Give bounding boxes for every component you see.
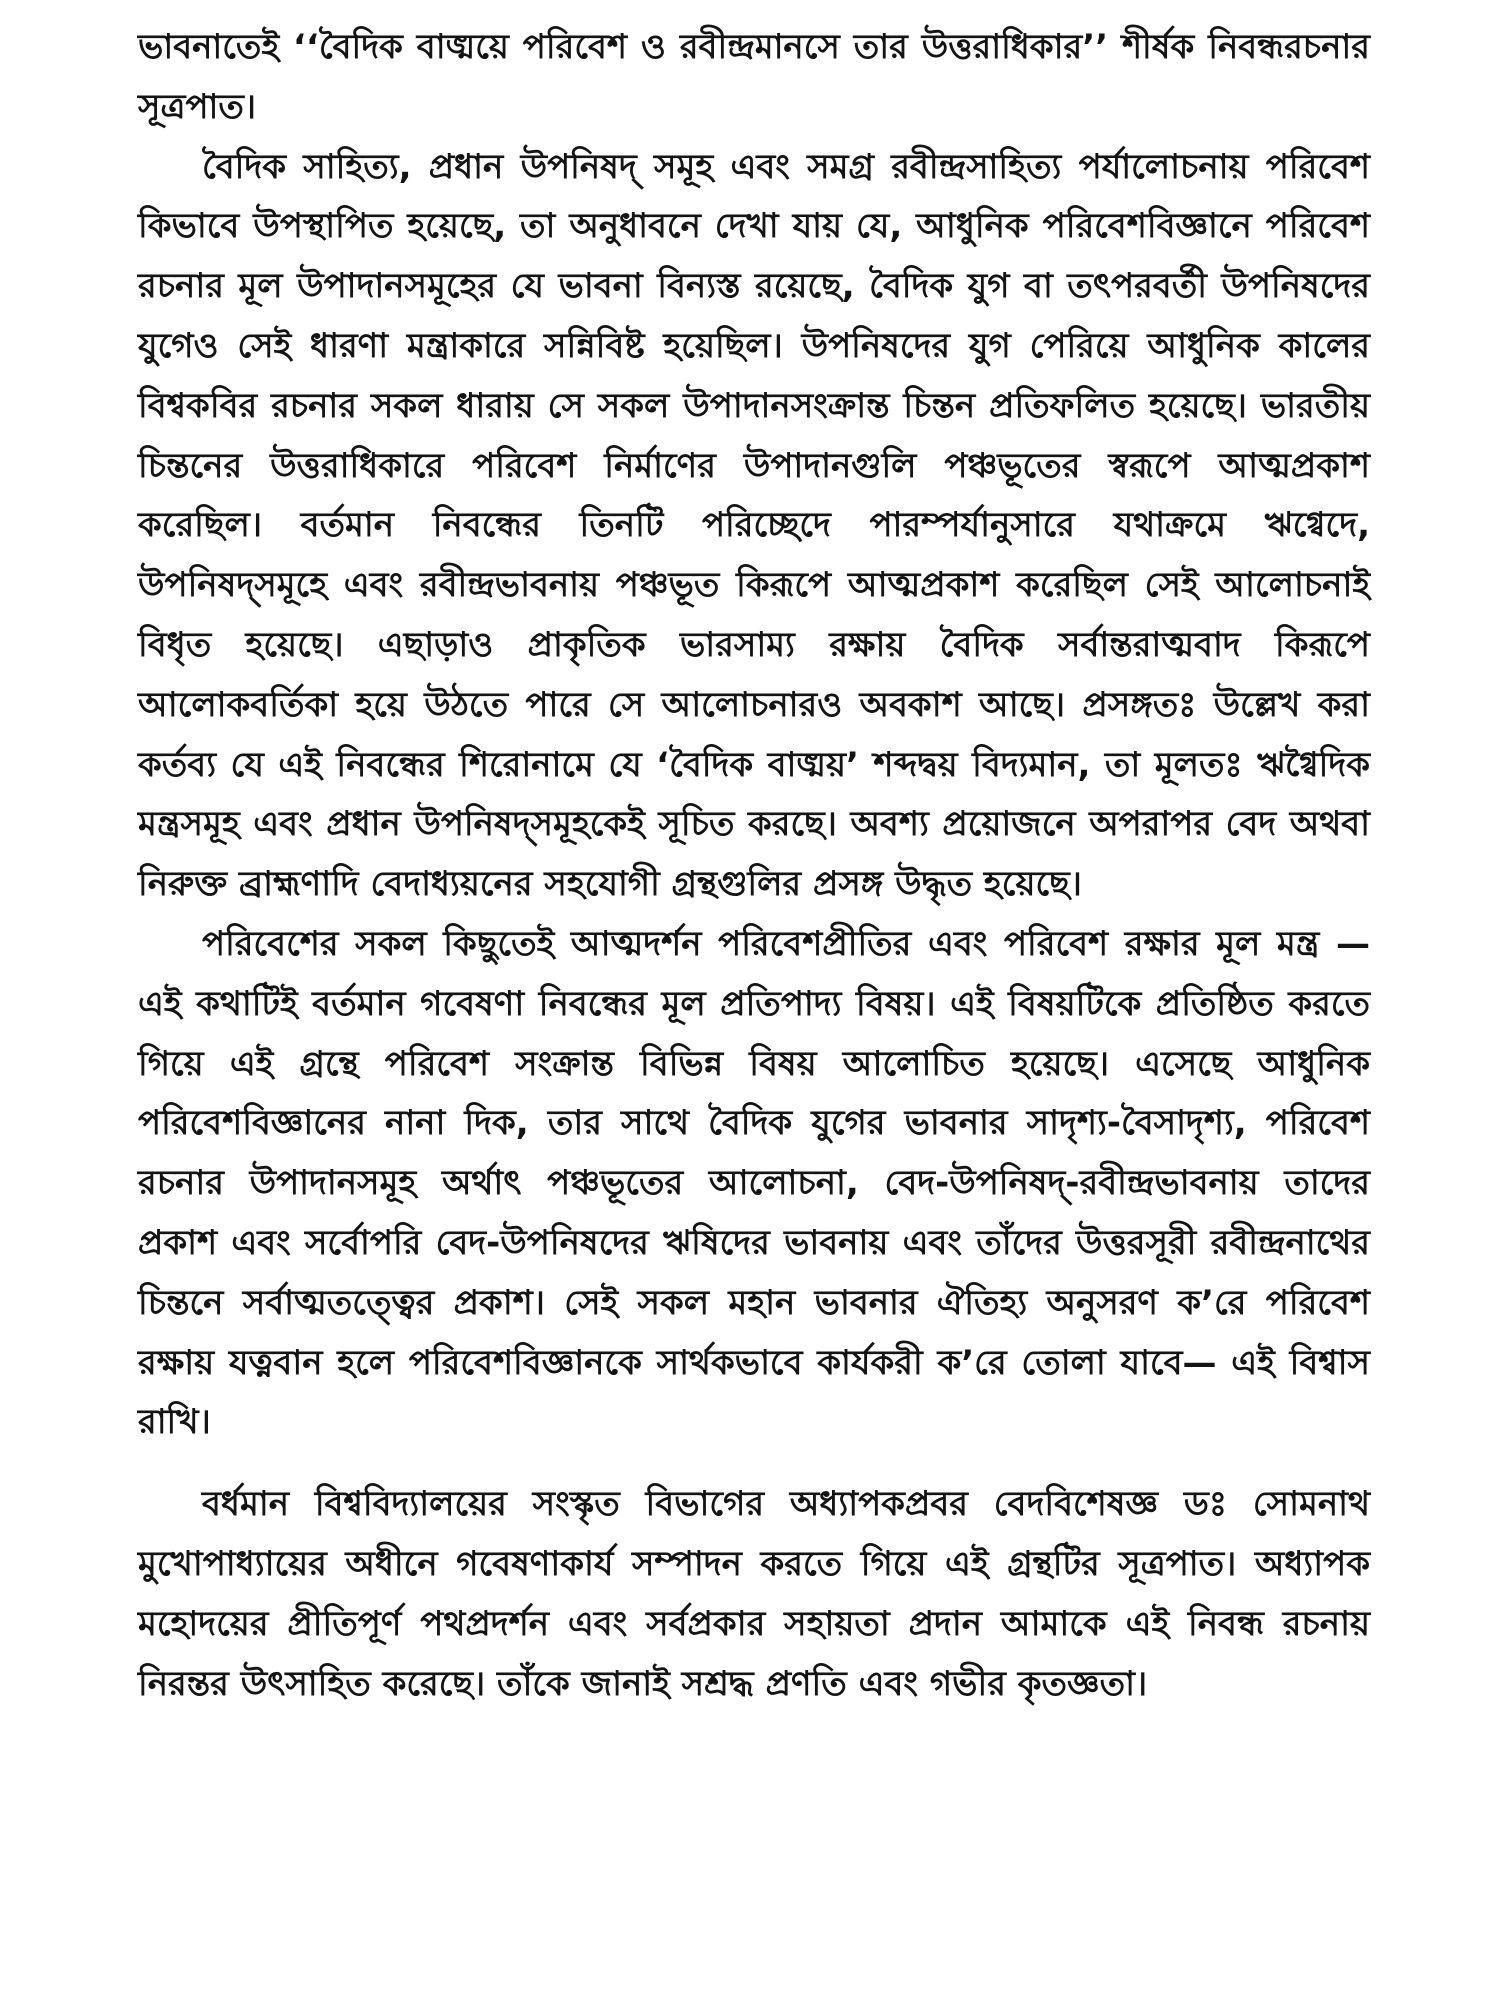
paragraph-4: বর্ধমান বিশ্ববিদ্যালয়ের সংস্কৃত বিভাগের অধ্যাপকপ্রবর বেদবিশেষজ্ঞ ডঃ সোমনাথ মুখোপাধ্যায়ের অধীনে গবেষণাকার্য সম্পাদন করতে গিয়ে এই গ্রন্থটির সূত্রপাত। অধ্যাপক মহোদয়ের প্রীতিপূর্ণ পথপ্রদর্শন এবং সর্বপ্রকার সহায়তা প্রদান আমাকে এই নিবন্ধ রচনায় নিরন্তর উৎসাহিত করেছে। তাঁকে জানাই সশ্রদ্ধ প্রণতি এবং গভীর কৃতজ্ঞতা। (138, 1484, 1370, 1704)
paragraph-3: পরিবেশের সকল কিছুতেই আত্মদর্শন পরিবেশপ্রীতির এবং পরিবেশ রক্ষার মূল মন্ত্র — এই কথাটিই বর্তমান গবেষণা নিবন্ধের মূল প্রতিপাদ্য বিষয়। এই বিষয়টিকে প্রতিষ্ঠিত করতে গিয়ে এই গ্রন্থে পরিবেশ সংক্রান্ত বিভিন্ন বিষয় আলোচিত হয়েছে। এসেছে আধুনিক পরিবেশবিজ্ঞানের নানা দিক, তার সাথে বৈদিক যুগের ভাবনার সাদৃশ্য-বৈসাদৃশ্য, পরিবেশ রচনার উপাদানসমূহ অর্থাৎ পঞ্চভূতের আলোচনা, বেদ-উপনিষদ্-রবীন্দ্রভাবনায় তাদের প্রকাশ এবং সর্বোপরি বেদ-উপনিষদের ঋষিদের ভাবনায় এবং তাঁদের উত্তরসূরী রবীন্দ্রনাথের চিন্তনে সর্বাত্মতত্ত্বের প্রকাশ। সেই সকল মহান ভাবনার ঐতিহ্য অনুসরণ ক’রে পরিবেশ রক্ষায় যত্নবান হলে পরিবেশবিজ্ঞানকে সার্থকভাবে কার্যকরী ক’রে তোলা যাবে— এই বিশ্বাস রাখি। (138, 923, 1370, 1443)
paragraph-1: ভাবনাতেই ‘‘বৈদিক বাঙ্ময়ে পরিবেশ ও রবীন্দ্রমানসে তার উত্তরাধিকার’’ শীর্ষক নিবন্ধরচনার সূত্রপাত। (138, 27, 1370, 127)
paragraph-2: বৈদিক সাহিত্য, প্রধান উপনিষদ্ সমূহ এবং সমগ্র রবীন্দ্রসাহিত্য পর্যালোচনায় পরিবেশ কিভাবে উপস্থাপিত হয়েছে, তা অনুধাবনে দেখা যায় যে, আধুনিক পরিবেশবিজ্ঞানে পরিবেশ রচনার মূল উপাদানসমূহের যে ভাবনা বিন্যস্ত রয়েছে, বৈদিক যুগ বা তৎপরবর্তী উপনিষদের যুগেও সেই ধারণা মন্ত্রাকারে সন্নিবিষ্ট হয়েছিল। উপনিষদের যুগ পেরিয়ে আধুনিক কালের বিশ্বকবির রচনার সকল ধারায় সে সকল উপাদানসংক্রান্ত চিন্তন প্রতিফলিত হয়েছে। ভারতীয় চিন্তনের উত্তরাধিকারে পরিবেশ নির্মাণের উপাদানগুলি পঞ্চভূতের স্বরূপে আত্মপ্রকাশ করেছিল। বর্তমান নিবন্ধের তিনটি পরিচ্ছেদে পারম্পর্যানুসারে যথাক্রমে ঋগ্বেদে, উপনিষদ্সমূহে এবং রবীন্দ্রভাবনায় পঞ্চভূত কিরূপে আত্মপ্রকাশ করেছিল সেই আলোচনাই বিধৃত হয়েছে। এছাড়াও প্রাকৃতিক ভারসাম্য রক্ষায় বৈদিক সর্বান্তরাত্মবাদ কিরূপে আলোকবর্তিকা হয়ে উঠতে পারে সে আলোচনারও অবকাশ আছে। প্রসঙ্গতঃ উল্লেখ করা কর্তব্য যে এই নিবন্ধের শিরোনামে যে ‘বৈদিক বাঙ্ময়’ শব্দদ্বয় বিদ্যমান, তা মূলতঃ ঋগ্বৈদিক মন্ত্রসমূহ এবং প্রধান উপনিষদ্সমূহকেই সূচিত করছে। অবশ্য প্রয়োজনে অপরাপর বেদ অথবা নিরুক্ত ব্রাহ্মণাদি বেদাধ্যয়নের সহযোগী গ্রন্থগুলির প্রসঙ্গ উদ্ধৃত হয়েছে। (138, 146, 1370, 905)
body-text (138, 18, 1370, 1714)
